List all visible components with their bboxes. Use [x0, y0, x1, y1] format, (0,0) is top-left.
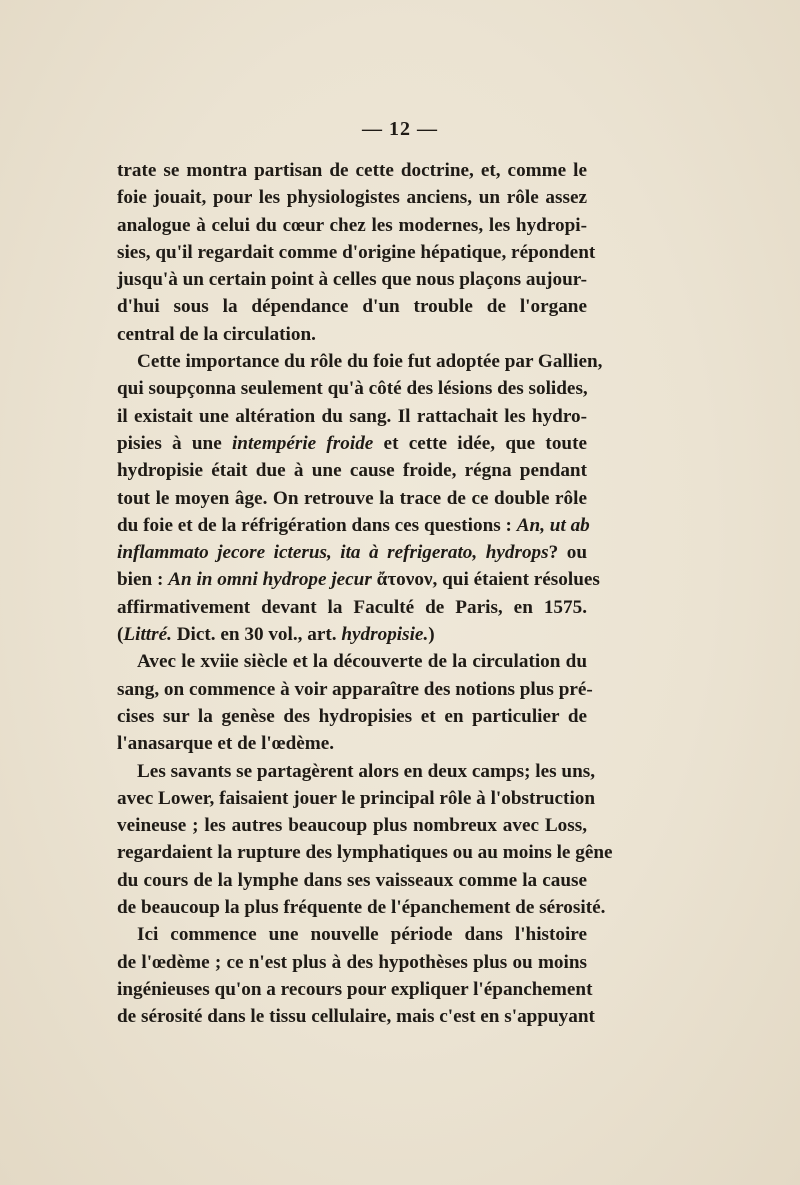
- text-line: sang, on commence à voir apparaître des notions plus pré-: [117, 678, 593, 700]
- italic-text: An in omni hydrope jecur: [168, 569, 372, 591]
- text-line: jusqu'à un certain point à celles que nous plaçons aujour-: [117, 269, 587, 291]
- italic-text: An, ut ab: [516, 514, 590, 536]
- paragraph: [117, 348, 603, 648]
- text-line: ingénieuses qu'on a recours pour expliquer l'épanchement: [117, 978, 593, 1000]
- italic-text: hydropisie.: [341, 624, 429, 646]
- paragraph: [117, 648, 593, 757]
- text-line: Les savants se partagèrent alors en deux camps; les uns,: [137, 760, 596, 782]
- text-line: (Littré. Dict. en 30 vol., art. hydropisie.): [117, 624, 435, 646]
- text-line: affirmativement devant la Faculté de Paris, en 1575.: [117, 596, 587, 618]
- paragraph: [117, 921, 595, 1030]
- text-line: Cette importance du rôle du foie fut adoptée par Gallien,: [137, 351, 603, 373]
- text-line: de beaucoup la plus fréquente de l'épanchement de sérosité.: [117, 897, 606, 919]
- text-line: de sérosité dans le tissu cellulaire, mais c'est en s'appuyant: [117, 1006, 595, 1028]
- text-line: cises sur la genèse des hydropisies et en particulier de: [117, 705, 587, 727]
- text-line: d'hui sous la dépendance d'un trouble de l'organe: [117, 296, 587, 318]
- text-line: bien : An in omni hydrope jecur ἄτονον, qui étaient résolues: [117, 569, 600, 591]
- italic-text: Littré.: [123, 624, 172, 646]
- text-line: du cours de la lymphe dans ses vaisseaux comme la cause: [117, 869, 587, 891]
- italic-text: inflammato jecore icterus, ita à refrigerato, hydrops: [117, 542, 549, 564]
- text-line: pisies à une intempérie froide et cette idée, que toute: [117, 432, 587, 454]
- text-line: hydropisie était due à une cause froide, régna pendant: [117, 460, 587, 482]
- text-line: central de la circulation.: [117, 323, 316, 345]
- text-line: l'anasarque et de l'œdème.: [117, 733, 335, 755]
- text-line: trate se montra partisan de cette doctrine, et, comme le: [117, 160, 587, 181]
- page-number: — 12 —: [362, 118, 438, 140]
- body-text: [117, 157, 613, 1031]
- text-line: Avec le xviie siècle et la découverte de la circulation du: [137, 651, 587, 673]
- text-line: tout le moyen âge. On retrouve la trace de ce double rôle: [117, 487, 587, 509]
- text-line: analogue à celui du cœur chez les modernes, les hydropi-: [117, 214, 587, 236]
- paragraph: [117, 157, 596, 348]
- text-line: sies, qu'il regardait comme d'origine hépatique, répondent: [117, 241, 596, 263]
- text-line: veineuse ; les autres beaucoup plus nombreux avec Loss,: [117, 815, 587, 837]
- text-line: Ici commence une nouvelle période dans l'histoire: [137, 924, 587, 946]
- text-line: avec Lower, faisaient jouer le principal rôle à l'obstruction: [117, 787, 596, 809]
- italic-text: intempérie froide: [231, 432, 374, 454]
- paragraph: [117, 758, 613, 922]
- text-line: qui soupçonna seulement qu'à côté des lésions des solides,: [117, 378, 588, 400]
- text-line: inflammato jecore icterus, ita à refrigerato, hydrops? ou: [117, 542, 587, 564]
- text-line: du foie et de la réfrigération dans ces questions : An, ut ab: [117, 514, 590, 536]
- text-line: foie jouait, pour les physiologistes anciens, un rôle assez: [117, 187, 587, 209]
- text-line: regardaient la rupture des lymphatiques ou au moins le gêne: [117, 842, 613, 864]
- text-line: de l'œdème ; ce n'est plus à des hypothèses plus ou moins: [117, 951, 587, 973]
- text-line: il existait une altération du sang. Il rattachait les hydro-: [117, 405, 587, 427]
